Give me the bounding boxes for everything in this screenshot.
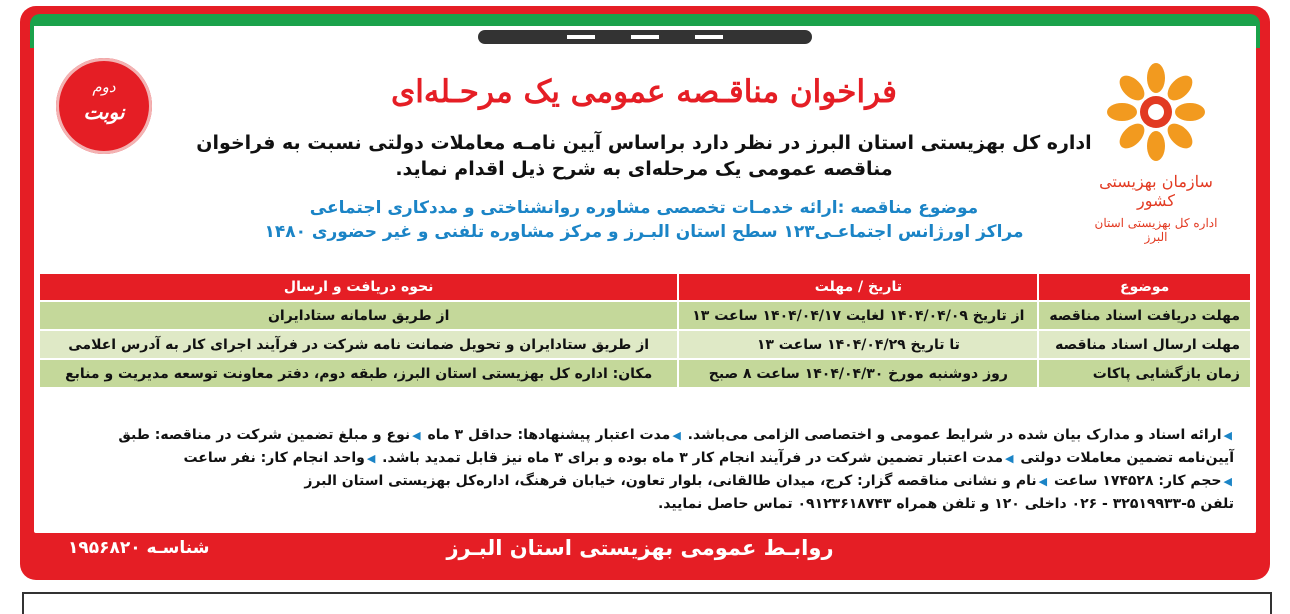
badge-bottom-text: نوبت — [83, 100, 125, 124]
table-header-row — [39, 273, 1251, 301]
logo-org-name: سازمان بهزیستی کشور — [1099, 172, 1213, 210]
arrow-left-icon: ◀ — [1223, 475, 1232, 488]
ad-content — [34, 44, 1256, 533]
row-date: روز دوشنبه مورخ ۱۴۰۴/۰۴/۳۰ ساعت ۸ صبح — [678, 359, 1038, 388]
intro-line-2: مناقصه عمومی یک مرحله‌ای به شرح ذیل اقدام نماید. — [395, 158, 893, 180]
note-text: حجم کار: ۱۷۴۵۲۸ ساعت — [1053, 473, 1222, 489]
tender-notes — [54, 424, 1234, 515]
row-method: از طریق سامانه ستادایران — [39, 301, 678, 330]
notes-line-1 — [54, 424, 1234, 447]
schedule-table — [38, 272, 1252, 389]
row-date: تا تاریخ ۱۴۰۴/۰۴/۲۹ ساعت ۱۳ — [678, 330, 1038, 359]
top-decoration-bar — [478, 30, 812, 44]
table-row — [39, 330, 1251, 359]
notes-line-3 — [54, 470, 1234, 493]
row-subject: مهلت ارسال اسناد مناقصه — [1038, 330, 1251, 359]
note-text: واحد انجام کار: نفر ساعت — [183, 450, 365, 466]
note-text: مدت اعتبار پیشنهادها: حداقل ۳ ماه — [427, 427, 671, 443]
row-method: مکان: اداره کل بهزیستی استان البرز، طبقه دوم، دفتر معاونت توسعه مدیریت و منابع — [39, 359, 678, 388]
note-text: مدت اعتبار تضمین شرکت در فرآیند انجام کار ۳ ماه بوده و برای ۳ ماه نیز قابل تمدید باشد. — [382, 450, 1004, 466]
ad-title: فراخوان مناقـصه عمومی یک مرحـله‌ای — [390, 74, 898, 110]
tender-subject — [194, 196, 1094, 244]
next-ad-border — [22, 592, 1272, 614]
note-text: نام و نشانی مناقصه گزار: کرج، میدان طالقانی، بلوار تعاون، خیابان فرهنگ، اداره‌کل بهزیستی استان البرز — [304, 473, 1037, 489]
note-text: نوع و مبلغ تضمین شرکت در مناقصه: طبق — [118, 427, 411, 443]
logo-dept-name: اداره کل بهزیستی استان البرز — [1094, 216, 1218, 244]
notes-line-2 — [54, 447, 1234, 470]
row-subject: زمان بازگشایی پاکات — [1038, 359, 1251, 388]
header-date: تاریخ / مهلت — [678, 273, 1038, 301]
notes-line-4: تلفن ۵-۳۲۵۱۹۹۳۳ - ۰۲۶ داخلی ۱۲۰ و تلفن همراه ۰۹۱۲۳۶۱۸۷۴۳ تماس حاصل نمایید. — [657, 496, 1234, 512]
badge-top-text: دوم — [92, 78, 116, 96]
row-method: از طریق ستادایران و تحویل ضمانت نامه شرکت در فرآیند اجرای کار به آدرس اعلامی — [39, 330, 678, 359]
sunflower-icon — [1106, 62, 1206, 162]
row-date: از تاریخ ۱۴۰۴/۰۴/۰۹ لغایت ۱۴۰۴/۰۴/۱۷ ساعت ۱۳ — [678, 301, 1038, 330]
table-row — [39, 301, 1251, 330]
arrow-left-icon: ◀ — [1005, 452, 1014, 465]
second-notice-badge — [56, 58, 152, 154]
ad-id: شناسـه ۱۹۵۶۸۲۰ — [68, 538, 210, 558]
arrow-left-icon: ◀ — [1223, 429, 1232, 442]
arrow-left-icon: ◀ — [412, 429, 421, 442]
arrow-left-icon: ◀ — [672, 429, 681, 442]
row-subject: مهلت دریافت اسناد مناقصه — [1038, 301, 1251, 330]
table-row — [39, 359, 1251, 388]
note-text: آیین‌نامه تضمین معاملات دولتی — [1020, 450, 1234, 466]
organization-logo — [1086, 62, 1226, 244]
subject-line-1: موضوع مناقصه :ارائه خدمـات تخصصی مشاوره روانشناختی و مددکاری اجتماعی — [309, 198, 979, 218]
header-method: نحوه دریافت و ارسال — [39, 273, 678, 301]
header-subject: موضوع — [1038, 273, 1251, 301]
footer-org: روابـط عمومی بهزیستی استان البـرز — [446, 536, 834, 560]
arrow-left-icon: ◀ — [366, 452, 376, 465]
subject-line-2: مراکز اورژانس اجتماعـی۱۲۳ سطح استان البـرز و مرکز مشاوره تلفنی و غیر حضوری ۱۴۸۰ — [264, 222, 1024, 242]
arrow-left-icon: ◀ — [1038, 475, 1048, 488]
note-text: ارائه اسناد و مدارک بیان شده در شرایط عمومی و اختصاصی الزامی می‌باشد. — [687, 427, 1222, 443]
intro-paragraph — [194, 130, 1094, 182]
intro-line-1: اداره کل بهزیستی استان البرز در نظر دارد براساس آیین نامـه معاملات دولتی نسبت به فراخوان — [196, 132, 1092, 154]
